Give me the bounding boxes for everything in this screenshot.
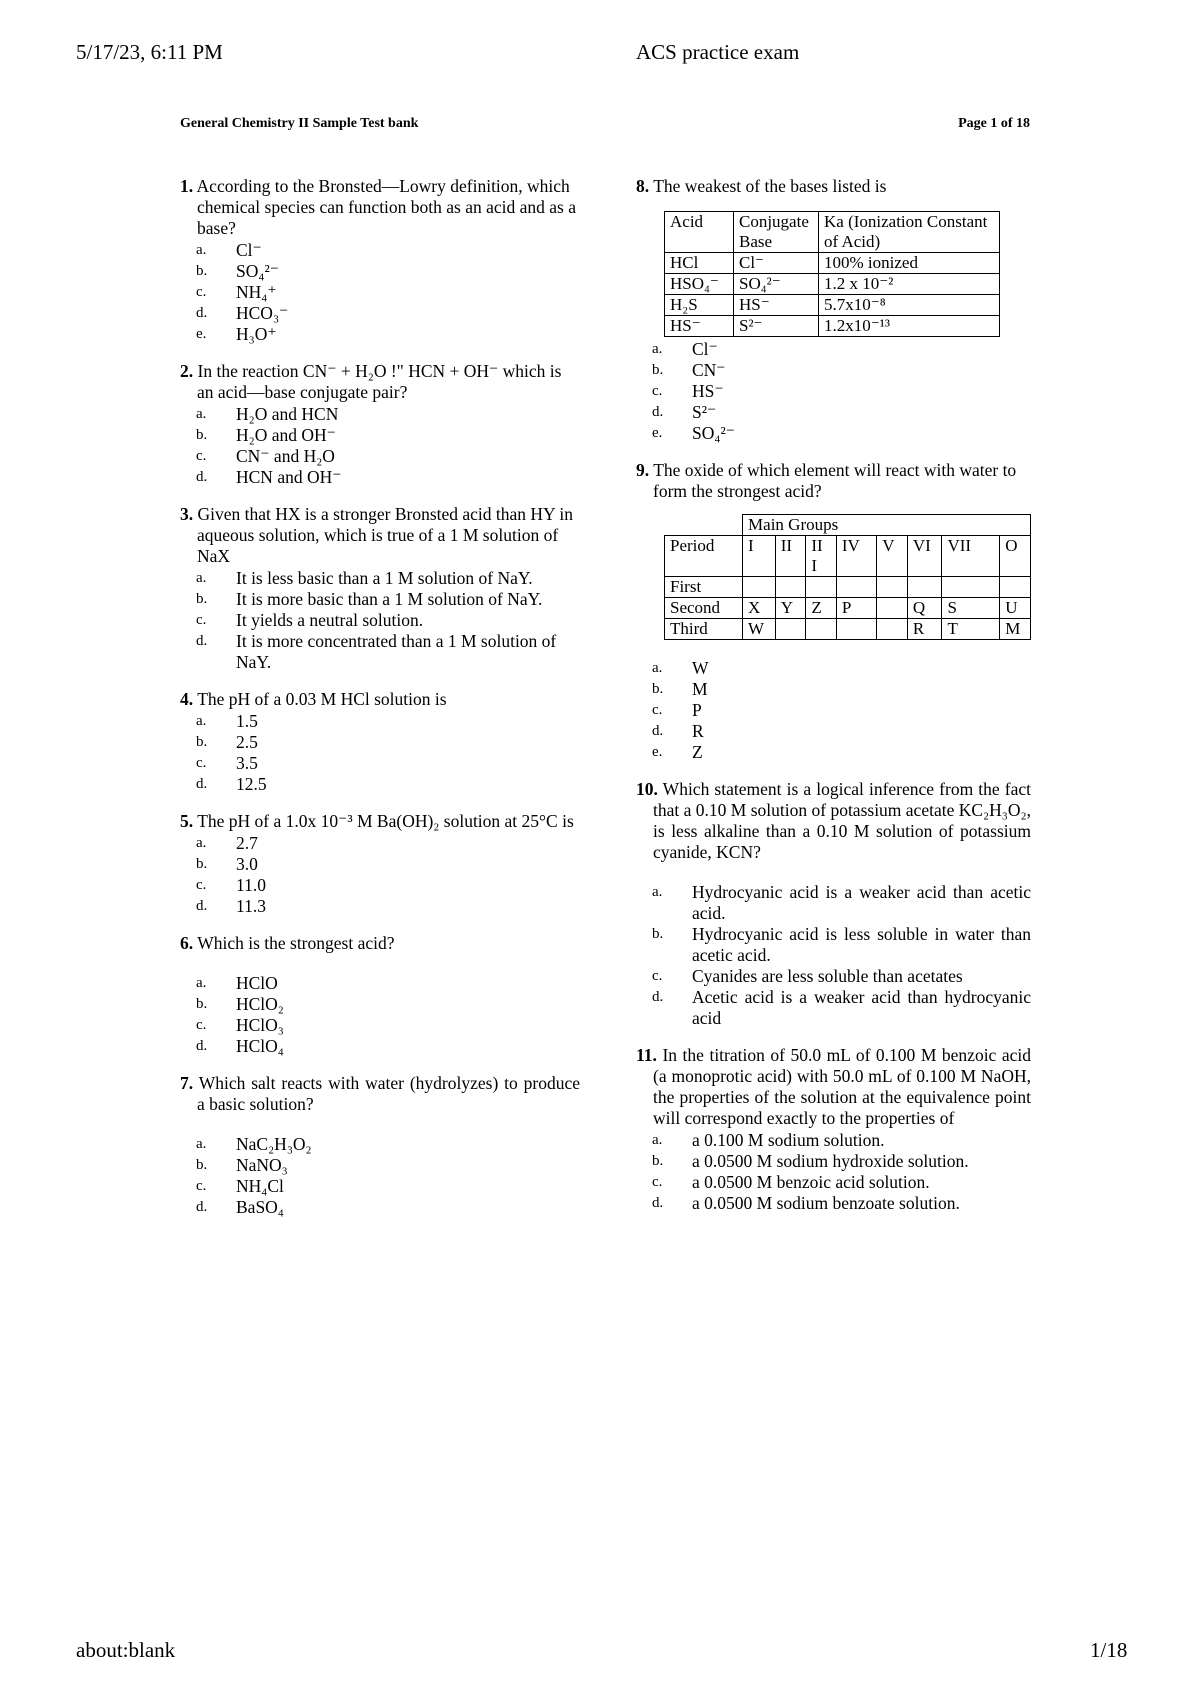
option-label: c. <box>196 877 207 893</box>
question-5 <box>180 811 580 917</box>
option-label: a. <box>196 406 207 422</box>
table-cell: 1.2x10⁻¹³ <box>819 316 1000 337</box>
answer-option <box>180 303 580 324</box>
option-label: c. <box>196 612 207 628</box>
option-label: d. <box>196 1199 208 1215</box>
answer-option <box>180 854 580 875</box>
question-number: 8. <box>636 176 650 196</box>
question-4 <box>180 689 580 795</box>
question-number: 9. <box>636 460 650 480</box>
answer-option <box>180 711 580 732</box>
option-text: 1.5 <box>236 711 258 731</box>
question-text: In the titration of 50.0 mL of 0.100 M benzoic acid (a monoprotic acid) with 50.0 mL of 0.100 M NaOH, the properties of the solution at the equivalence point will correspond exactly to the properties of <box>653 1045 1031 1128</box>
question-text: The oxide of which element will react with water to form the strongest acid? <box>653 460 1017 501</box>
question-text: The weakest of the bases listed is <box>653 176 887 196</box>
print-title: ACS practice exam <box>636 40 800 64</box>
answer-option <box>636 423 1031 444</box>
option-text: S²⁻ <box>692 402 717 422</box>
group-header: IV <box>836 536 876 577</box>
option-label: b. <box>652 1153 664 1169</box>
option-label: d. <box>196 469 208 485</box>
option-label: a. <box>196 975 207 991</box>
option-label: c. <box>652 1174 663 1190</box>
option-text: 2.5 <box>236 732 258 752</box>
answer-option <box>180 324 580 345</box>
option-label: e. <box>652 744 663 760</box>
answer-option <box>180 973 580 994</box>
question-number: 11. <box>636 1045 657 1065</box>
table-row <box>665 316 1000 337</box>
table-row <box>665 598 1031 619</box>
option-text: SO₄²⁻ <box>692 423 735 443</box>
question-11 <box>636 1045 1031 1214</box>
question-text: Which salt reacts with water (hydrolyzes) to produce a basic solution? <box>197 1073 581 1114</box>
table-cell: H₂S <box>665 295 734 316</box>
option-text: HClO₃ <box>236 1015 284 1035</box>
table-cell: P <box>836 598 876 619</box>
option-text: Acetic acid is a weaker acid than hydrocyanic acid <box>692 987 1031 1028</box>
option-text: HCN and OH⁻ <box>236 467 342 487</box>
table-cell <box>877 577 908 598</box>
option-label: a. <box>652 884 663 900</box>
answer-option <box>180 1197 580 1218</box>
option-label: b. <box>196 1157 208 1173</box>
option-text: Cyanides are less soluble than acetates <box>692 966 963 986</box>
answer-option <box>180 1176 580 1197</box>
group-header: VI <box>907 536 942 577</box>
option-label: a. <box>196 570 207 586</box>
option-label: c. <box>196 448 207 464</box>
answer-option <box>636 1151 1031 1172</box>
question-1 <box>180 176 580 345</box>
periodic-table <box>664 514 1031 640</box>
question-number: 3. <box>180 504 194 524</box>
option-text: Cl⁻ <box>692 339 718 359</box>
answer-option <box>180 875 580 896</box>
option-label: c. <box>196 1017 207 1033</box>
option-label: d. <box>652 723 664 739</box>
option-label: b. <box>652 926 664 942</box>
answer-option <box>180 261 580 282</box>
table-cell: HS⁻ <box>734 295 819 316</box>
option-label: d. <box>196 776 208 792</box>
option-text: H₂O and OH⁻ <box>236 425 336 445</box>
answer-option <box>180 631 580 673</box>
table-cell <box>775 619 806 640</box>
option-text: 11.3 <box>236 896 266 916</box>
option-label: b. <box>196 427 208 443</box>
table-cell <box>836 619 876 640</box>
answer-option <box>180 1036 580 1057</box>
table-cell: U <box>1000 598 1031 619</box>
group-header: II I <box>806 536 837 577</box>
answer-option <box>180 774 580 795</box>
table-cell: Cl⁻ <box>734 253 819 274</box>
option-text: a 0.100 M sodium solution. <box>692 1130 885 1150</box>
option-text: It is less basic than a 1 M solution of NaY. <box>236 568 533 588</box>
option-label: a. <box>196 1136 207 1152</box>
print-page-number: 1/18 <box>1090 1638 1128 1662</box>
answer-option <box>636 700 1031 721</box>
table-cell: 1.2 x 10⁻² <box>819 274 1000 295</box>
option-label: c. <box>196 755 207 771</box>
question-number: 2. <box>180 361 194 381</box>
answer-option <box>636 658 1031 679</box>
table-header-cell: Ka (Ionization Constant of Acid) <box>819 212 1000 253</box>
table-cell: T <box>942 619 1000 640</box>
option-label: a. <box>652 660 663 676</box>
answer-option <box>180 467 580 488</box>
question-number: 10. <box>636 779 658 799</box>
option-label: a. <box>652 341 663 357</box>
question-8 <box>636 176 1031 444</box>
question-number: 1. <box>180 176 194 196</box>
option-label: a. <box>196 713 207 729</box>
table-header-cell: Acid <box>665 212 734 253</box>
answer-option <box>636 966 1031 987</box>
option-text: a 0.0500 M benzoic acid solution. <box>692 1172 930 1192</box>
document-header-title: General Chemistry II Sample Test bank <box>180 116 419 131</box>
option-label: b. <box>196 734 208 750</box>
answer-option <box>636 360 1031 381</box>
option-label: c. <box>652 383 663 399</box>
document-page-number: Page 1 of 18 <box>958 116 1030 131</box>
answer-option <box>180 994 580 1015</box>
option-label: c. <box>652 968 663 984</box>
option-text: NaC₂H₃O₂ <box>236 1134 312 1154</box>
table-cell <box>806 619 837 640</box>
option-label: d. <box>196 305 208 321</box>
question-6 <box>180 933 580 1057</box>
group-header: O <box>1000 536 1031 577</box>
option-text: a 0.0500 M sodium benzoate solution. <box>692 1193 960 1213</box>
period-label: Period <box>665 536 743 577</box>
option-text: 3.5 <box>236 753 258 773</box>
question-7 <box>180 1073 580 1218</box>
table-cell: 5.7x10⁻⁸ <box>819 295 1000 316</box>
question-3 <box>180 504 580 673</box>
option-text: SO₄²⁻ <box>236 261 279 281</box>
table-title: Main Groups <box>743 515 1031 536</box>
group-header: V <box>877 536 908 577</box>
answer-option <box>180 833 580 854</box>
table-cell <box>775 577 806 598</box>
table-cell <box>907 577 942 598</box>
option-text: It yields a neutral solution. <box>236 610 424 630</box>
question-number: 7. <box>180 1073 194 1093</box>
table-cell <box>806 577 837 598</box>
table-cell: Q <box>907 598 942 619</box>
option-label: b. <box>196 856 208 872</box>
answer-option <box>180 1015 580 1036</box>
table-row <box>665 253 1000 274</box>
answer-option <box>636 924 1031 966</box>
table-cell: Z <box>806 598 837 619</box>
group-header: II <box>775 536 806 577</box>
table-header-cell: Conjugate Base <box>734 212 819 253</box>
option-text: CN⁻ and H₂O <box>236 446 335 466</box>
table-cell: 100% ionized <box>819 253 1000 274</box>
question-number: 6. <box>180 933 194 953</box>
option-text: Hydrocyanic acid is a weaker acid than acetic acid. <box>692 882 1031 923</box>
question-2 <box>180 361 580 488</box>
option-label: c. <box>196 1178 207 1194</box>
table-row <box>665 295 1000 316</box>
option-label: b. <box>652 362 664 378</box>
option-label: d. <box>196 1038 208 1054</box>
answer-option <box>636 882 1031 924</box>
table-cell: HCl <box>665 253 734 274</box>
option-label: d. <box>196 898 208 914</box>
print-date: 5/17/23, 6:11 PM <box>76 40 223 64</box>
answer-option <box>180 732 580 753</box>
answer-option <box>636 1193 1031 1214</box>
period-cell: First <box>665 577 743 598</box>
option-label: d. <box>652 989 664 1005</box>
question-text: The pH of a 0.03 M HCl solution is <box>197 689 447 709</box>
option-text: HCO₃⁻ <box>236 303 289 323</box>
answer-option <box>180 753 580 774</box>
option-text: W <box>692 658 709 678</box>
option-label: c. <box>652 702 663 718</box>
table-row <box>665 577 1031 598</box>
option-label: a. <box>196 242 207 258</box>
ka-table <box>664 211 1000 337</box>
answer-option <box>180 610 580 631</box>
option-text: 2.7 <box>236 833 258 853</box>
table-cell: W <box>743 619 776 640</box>
option-text: Hydrocyanic acid is less soluble in water than acetic acid. <box>692 924 1031 965</box>
table-row <box>665 274 1000 295</box>
option-text: 3.0 <box>236 854 258 874</box>
table-title-row <box>665 515 1031 536</box>
answer-option <box>180 425 580 446</box>
option-label: a. <box>196 835 207 851</box>
group-header: I <box>743 536 776 577</box>
option-text: Cl⁻ <box>236 240 262 260</box>
question-text: Which statement is a logical inference from the fact that a 0.10 M solution of potassium acetate KC₂H₃O₂, is less alkaline than a 0.10 M solution of potassium cyanide, KCN? <box>653 779 1031 862</box>
option-text: It is more basic than a 1 M solution of NaY. <box>236 589 543 609</box>
option-text: NH₄Cl <box>236 1176 284 1196</box>
option-label: b. <box>652 681 664 697</box>
table-cell: S²⁻ <box>734 316 819 337</box>
answer-option <box>180 1155 580 1176</box>
answer-option <box>180 446 580 467</box>
left-column <box>180 176 580 1234</box>
table-header-row <box>665 212 1000 253</box>
option-text: P <box>692 700 702 720</box>
option-text: a 0.0500 M sodium hydroxide solution. <box>692 1151 969 1171</box>
table-row <box>665 619 1031 640</box>
table-cell <box>743 577 776 598</box>
table-cell: X <box>743 598 776 619</box>
answer-option <box>636 1130 1031 1151</box>
option-label: e. <box>196 326 207 342</box>
table-header-row <box>665 536 1031 577</box>
option-text: R <box>692 721 704 741</box>
answer-option <box>180 896 580 917</box>
right-column <box>636 176 1031 1230</box>
option-text: CN⁻ <box>692 360 726 380</box>
option-label: b. <box>196 996 208 1012</box>
answer-option <box>180 589 580 610</box>
option-text: H₂O and HCN <box>236 404 339 424</box>
option-text: Z <box>692 742 703 762</box>
answer-option <box>636 1172 1031 1193</box>
answer-option <box>180 568 580 589</box>
answer-option <box>636 987 1031 1029</box>
answer-option <box>636 721 1031 742</box>
document-header <box>180 116 1030 132</box>
question-text: According to the Bronsted—Lowry definition, which chemical species can function both as an acid and as a base? <box>196 176 577 238</box>
option-label: b. <box>196 263 208 279</box>
option-label: d. <box>652 1195 664 1211</box>
table-cell: Y <box>775 598 806 619</box>
question-9 <box>636 460 1031 763</box>
answer-option <box>636 742 1031 763</box>
question-text: Given that HX is a stronger Bronsted acid than HY in aqueous solution, which is true of a 1 M solution of NaX <box>197 504 574 566</box>
question-number: 4. <box>180 689 194 709</box>
table-cell: S <box>942 598 1000 619</box>
option-label: a. <box>652 1132 663 1148</box>
option-label: c. <box>196 284 207 300</box>
answer-option <box>180 404 580 425</box>
table-cell <box>1000 577 1031 598</box>
option-text: HS⁻ <box>692 381 724 401</box>
answer-option <box>636 339 1031 360</box>
table-cell <box>836 577 876 598</box>
option-label: d. <box>652 404 664 420</box>
table-cell <box>877 598 908 619</box>
answer-option <box>636 679 1031 700</box>
table-cell: M <box>1000 619 1031 640</box>
option-label: b. <box>196 591 208 607</box>
answer-option <box>180 240 580 261</box>
option-text: BaSO₄ <box>236 1197 284 1217</box>
option-text: HClO₄ <box>236 1036 284 1056</box>
option-text: NH₄⁺ <box>236 282 277 302</box>
option-text: It is more concentrated than a 1 M solution of NaY. <box>236 631 557 672</box>
table-cell: HS⁻ <box>665 316 734 337</box>
option-text: HClO <box>236 973 278 993</box>
option-label: e. <box>652 425 663 441</box>
option-text: H₃O⁺ <box>236 324 277 344</box>
group-header: VII <box>942 536 1000 577</box>
table-cell <box>942 577 1000 598</box>
period-cell: Third <box>665 619 743 640</box>
option-text: 11.0 <box>236 875 266 895</box>
question-text: In the reaction CN⁻ + H₂O !" HCN + OH⁻ which is an acid—base conjugate pair? <box>197 361 562 402</box>
table-cell: R <box>907 619 942 640</box>
question-text: The pH of a 1.0x 10⁻³ M Ba(OH)₂ solution at 25°C is <box>197 811 574 831</box>
option-text: 12.5 <box>236 774 267 794</box>
question-10 <box>636 779 1031 1029</box>
answer-option <box>180 1134 580 1155</box>
table-cell: HSO₄⁻ <box>665 274 734 295</box>
table-cell <box>877 619 908 640</box>
option-text: HClO₂ <box>236 994 284 1014</box>
answer-option <box>636 402 1031 423</box>
option-text: M <box>692 679 708 699</box>
option-label: d. <box>196 633 208 649</box>
period-cell: Second <box>665 598 743 619</box>
table-cell: SO₄²⁻ <box>734 274 819 295</box>
answer-option <box>180 282 580 303</box>
question-text: Which is the strongest acid? <box>197 933 395 953</box>
option-text: NaNO₃ <box>236 1155 288 1175</box>
print-url: about:blank <box>76 1638 176 1662</box>
question-number: 5. <box>180 811 194 831</box>
answer-option <box>636 381 1031 402</box>
